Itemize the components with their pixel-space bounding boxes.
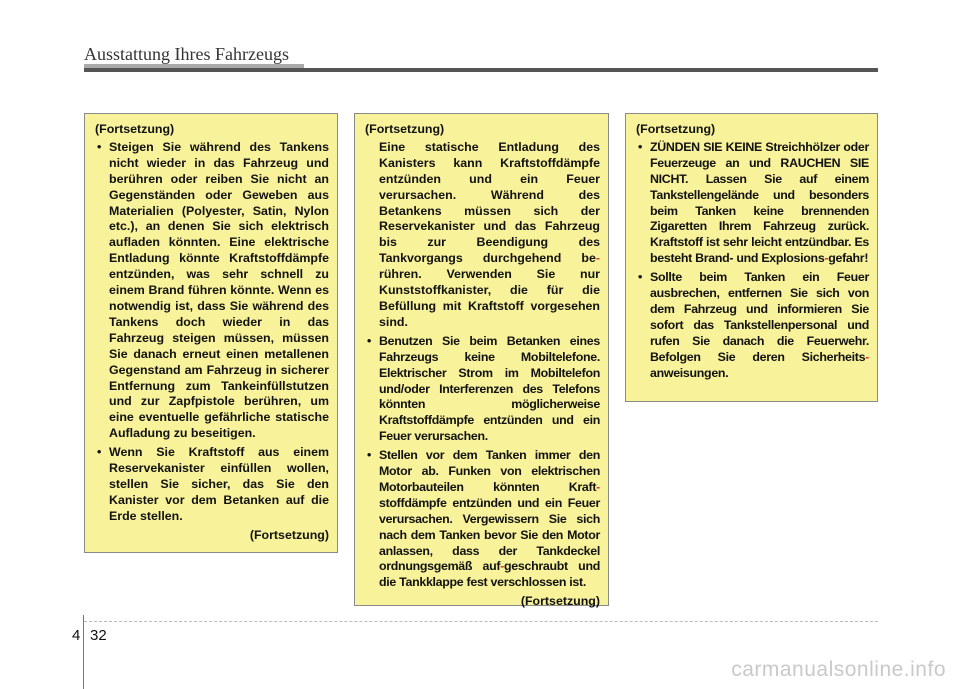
bullet-text: ZÜNDEN SIE KEINE Streichhölzer oder Feuerzeuge an und RAUCHEN SIE NICHT. Lassen Sie auf einem Tankstellengelände und besonders beim Tanken keine brennenden Zigaretten Ihrem Fahrzeug zurück. Kraftstoff ist sehr leicht entzündbar. Es besteht Brand- und Explosions: [650, 139, 869, 266]
warning-box-1: [84, 113, 338, 553]
bullet-dot: •: [367, 333, 372, 348]
page-header-title: Ausstattung Ihres Fahrzeugs: [84, 44, 289, 64]
bullet-text: Steigen Sie während des Tankens nicht wieder in das Fahrzeug und berühren oder reiben Sie nicht an Gegenständen oder Geweben aus Materialien (Polyester, Satin, Nylon etc.), an denen Sie sich elektrisch aufladen könnten. Eine elektrische Entladung könnte Kraftstoffdämpfe entzünden, was sehr schnell zu einem Brand führen könnte. Wenn es notwendig ist, dass Sie während des Tankens doch wieder in das Fahrzeug steigen müssen, müssen Sie danach erneut einen metallenen Gegenstand am Fahrzeug in sicherer Entfernung zum Tankeinfüllstutzen und zur Zapfpistole berühren, um eine eventuelle gefährliche statische Aufladung zu beseitigen.: [109, 139, 329, 441]
warning-paragraph-canister-discharge: [365, 140, 600, 331]
bullet-text: geschraubt und die Tankklappe fest verschlossen ist.: [379, 559, 600, 590]
continuation-label-bottom: (Fortsetzung): [520, 594, 600, 609]
warning-bullet-fire: [636, 270, 869, 381]
paragraph-text: Eine statische Entladung des Kanisters kann Kraftstoffdämpfe entzünden und ein Feuer verursachen. Während des Betankens müssen sich der Reservekanister und das Fahrzeug bis zur Beendigung des Tankvorgangs durchgehend be: [379, 139, 600, 266]
bullet-text: anweisungen.: [650, 365, 729, 380]
warning-bullet-mobile-phones: [365, 334, 600, 445]
continuation-label-top: (Fortsetzung): [95, 122, 175, 136]
watermark: carmanualsonline.info: [731, 658, 946, 681]
hyphen-mark: -: [500, 559, 505, 574]
bullet-text: Sollte beim Tanken ein Feuer ausbrechen, entfernen Sie sich von dem Fahrzeug und informieren Sie sofort das Tankstellenpersonal und rufen Sie danach die Feuerwehr. Befolgen Sie deren Sicherheits: [650, 270, 869, 364]
hyphen-mark: -: [596, 479, 600, 494]
bullet-dot: •: [97, 445, 102, 460]
bullet-dot: •: [638, 139, 643, 154]
page-number-separator: [83, 615, 84, 689]
bullet-dot: •: [367, 448, 372, 463]
bullet-text: stoffdämpfe entzünden und ein Feuer verursachen. Vergewissern Sie sich nach dem Tanken bevor Sie den Motor anlassen, dass der Tankdeckel ordnungsgemäß auf: [379, 495, 600, 574]
bullet-text: Wenn Sie Kraftstoff aus einem Reservekanister einfüllen wollen, stellen Sie sicher, das Sie den Kanister vor dem Betanken auf die Erde stellen.: [109, 445, 329, 523]
warning-box-3: [625, 113, 878, 402]
bullet-text: gefahr!: [828, 251, 869, 266]
bullet-dot: •: [97, 139, 102, 154]
bullet-text: Benutzen Sie beim Betanken eines Fahrzeugs keine Mobiltelefone. Elektrischer Strom im Mobiltelefon und/oder Interferenzen des Telefons könnten möglicherweise Kraftstoffdämpfe entzünden und ein Feuer verursachen.: [379, 333, 600, 444]
continuation-label-bottom: (Fortsetzung): [249, 527, 329, 542]
warning-bullet-no-smoking: [636, 140, 869, 267]
hyphen-mark: -: [865, 349, 869, 364]
paragraph-text: rühren. Verwenden Sie nur Kunststoffkanister, die für die Befüllung mit Kraftstoff vorgesehen sind.: [379, 267, 600, 329]
bullet-text: Stellen vor dem Tanken immer den Motor ab. Funken von elektrischen Motorbauteilen könnten Kraft: [379, 448, 600, 494]
chapter-number: 4: [72, 627, 81, 644]
warning-bullet-engine-off: [365, 448, 600, 591]
bullet-dot: •: [638, 270, 643, 285]
footer-rule: [84, 621, 878, 623]
page-number: 32: [90, 627, 107, 644]
hyphen-mark: -: [824, 251, 829, 266]
continuation-label-top: (Fortsetzung): [636, 122, 716, 136]
hyphen-mark: -: [595, 251, 600, 266]
warning-box-2: [354, 113, 609, 609]
warning-bullet-reserve-canister: [95, 445, 329, 525]
warning-bullet-static-charge: [95, 140, 329, 442]
header-rule: [84, 68, 878, 72]
continuation-label-top: (Fortsetzung): [365, 122, 445, 136]
